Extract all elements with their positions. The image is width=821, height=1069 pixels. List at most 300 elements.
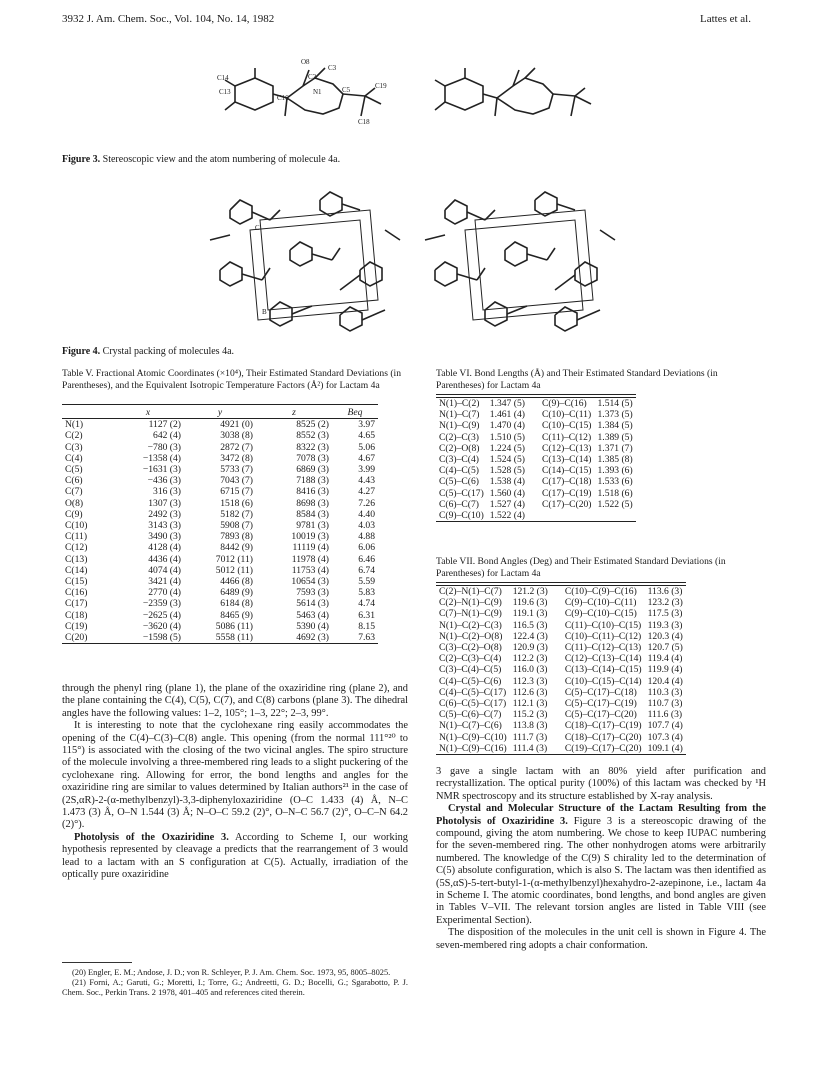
table-cell: C(10)–C(11): [541, 409, 592, 421]
figure-4-caption: [62, 346, 234, 357]
table-cell: C(18)–C(17)–C(19): [564, 720, 642, 732]
table-row: [436, 676, 686, 687]
table-cell: 8416 (3): [296, 486, 329, 498]
table-cell: 5.83: [358, 587, 375, 599]
table-cell: C(11)–C(12)–C(13): [564, 642, 642, 654]
table-cell: 4.40: [358, 508, 375, 520]
paragraph-heading: Crystal and Molecular Structure of the Lactam Resulting from the Photolysis of Oxaziridine 3.: [436, 803, 766, 827]
table-7-caption: Table VII. Bond Angles (Deg) and Their Estimated Standard Deviations (in Parentheses) for Lactam 4a: [436, 556, 726, 579]
table-row: [436, 664, 686, 675]
table-cell: C(3)–C(4)–C(5): [439, 664, 502, 676]
table-cell: C(3): [65, 441, 83, 453]
table-cell: 119.9 (4): [647, 664, 683, 676]
table-cell: C(3)–C(4): [439, 454, 479, 466]
table-row: [436, 398, 636, 410]
table-cell: C(2)–C(3): [439, 431, 479, 443]
table-cell: 2872 (7): [220, 441, 253, 453]
paragraph: [62, 832, 408, 882]
table-cell: C(10)–C(15): [541, 420, 592, 432]
left-column-text: [62, 683, 408, 882]
table-6-caption: Table VI. Bond Lengths (Å) and Their Estimated Standard Deviations (in Parentheses) for Lactam 4a: [436, 368, 718, 391]
table-row: [62, 565, 378, 576]
table-cell: 7593 (3): [296, 587, 329, 599]
table-cell: 4.67: [358, 452, 375, 464]
table-cell: 1.224 (5): [489, 442, 525, 454]
table-cell: C(10)–C(15)–C(14): [564, 675, 642, 687]
table-cell: 1.538 (4): [489, 476, 525, 488]
table-cell: 1.371 (7): [597, 442, 633, 454]
table-cell: 4.03: [358, 520, 375, 532]
table-row: [436, 732, 686, 743]
table-cell: C(17)–C(19): [541, 487, 592, 499]
table-cell: C(17)–C(20): [541, 498, 592, 510]
table-row: [436, 642, 686, 653]
table-cell: 1518 (6): [220, 497, 253, 509]
table-cell: 1127 (2): [148, 419, 181, 431]
table-cell: 121.2 (3): [512, 586, 548, 597]
table-row: [62, 520, 378, 531]
table-cell: C(12)–C(13): [541, 442, 592, 454]
footnotes: [62, 968, 408, 998]
table-cell: C(5)–C(6): [439, 476, 479, 488]
table-row: [62, 475, 378, 486]
table-cell: 7.63: [332, 632, 378, 644]
table-cell: 6.46: [358, 553, 375, 565]
atom-label: C5: [342, 86, 351, 94]
table-5: [62, 404, 378, 644]
table-cell: 6184 (8): [220, 598, 253, 610]
table-cell: 4.27: [358, 486, 375, 498]
figure-3-label: Figure 3.: [62, 154, 101, 165]
table-cell: C(16): [65, 587, 88, 599]
table-row: [436, 631, 686, 642]
table-cell: C(5)–C(6)–C(7): [439, 709, 502, 721]
table-cell: 10654 (3): [291, 576, 329, 588]
table-7: [436, 582, 686, 755]
running-header-right: Lattes et al.: [699, 13, 751, 25]
table-cell: C(12)–C(13)–C(14): [564, 653, 642, 665]
figure-3-caption: [62, 154, 340, 165]
table-cell: 4692 (3): [256, 632, 332, 644]
table-row: [62, 554, 378, 565]
table-cell: 5.59: [358, 576, 375, 588]
table-cell: C(11)–C(10)–C(15): [564, 619, 642, 631]
figure-3-stereo-left: [215, 58, 415, 148]
table-cell: 119.4 (4): [647, 653, 683, 665]
table-cell: C(5)–C(17): [439, 487, 484, 499]
table-cell: 5012 (11): [215, 564, 253, 576]
table-cell: N(1)–C(2)–O(8): [439, 630, 503, 642]
table-cell: 1.514 (5): [597, 398, 633, 409]
table-cell: C(11)–C(12): [541, 431, 592, 443]
table-cell: 6.06: [358, 542, 375, 554]
table-cell: 7012 (11): [215, 553, 253, 565]
table-row: [436, 653, 686, 664]
atom-label: O8: [301, 58, 310, 66]
table-cell: 7078 (3): [296, 452, 329, 464]
table-cell: 1.385 (8): [597, 454, 633, 466]
table-cell: 1.522 (5): [597, 498, 633, 510]
table-cell: 642 (4): [153, 430, 181, 442]
table-cell: 6715 (7): [220, 486, 253, 498]
table-cell: 1.524 (5): [489, 454, 525, 466]
table-cell: C(5)–C(17)–C(19): [564, 698, 637, 710]
table-cell: 4.65: [358, 430, 375, 442]
table-cell: 6.31: [358, 609, 375, 621]
table-cell: 1.393 (6): [597, 465, 633, 477]
table-cell: 120.3 (4): [647, 630, 683, 642]
table-cell: C(4)–C(5): [439, 465, 479, 477]
table-cell: 7.26: [358, 497, 375, 509]
table-row: [436, 465, 636, 476]
table-row: [62, 453, 378, 464]
table-cell: 1.389 (5): [597, 431, 633, 443]
table-cell: C(9)–C(10)–C(15): [564, 608, 637, 620]
cell-axis-label: C: [255, 224, 260, 232]
packing-diagram-right: [415, 180, 625, 340]
table-cell: 1.347 (5): [489, 398, 525, 409]
table-cell: N(1)–C(7): [439, 409, 480, 421]
figure-4-caption-text: Crystal packing of molecules 4a.: [100, 346, 235, 357]
table-row: [62, 610, 378, 621]
table-cell: 11119 (4): [292, 542, 329, 554]
table-cell: C(5)–C(17)–C(18): [564, 686, 637, 698]
table-cell: 4074 (4): [148, 564, 181, 576]
table-row: [62, 486, 378, 497]
table-cell: N(1)–C(7)–C(6): [439, 720, 502, 732]
table-6: [436, 394, 636, 522]
table-cell: N(1)–C(9): [439, 420, 480, 432]
table-cell: N(1)–C(9)–C(16): [436, 743, 510, 755]
footnote-21: (21) Forni, A.; Garuti, G.; Moretti, I.; Torre, G.; Andreetti, G. D.; Bocelli, G.; Sgarabotto, P. J. Chem. Soc., Perkin Trans. 2 1978, 401–405 and references cited therein.: [62, 978, 408, 997]
figure-4-packing-left: [200, 180, 410, 340]
table-row: [436, 432, 636, 443]
column-header: [62, 407, 112, 419]
table-cell: 3472 (8): [220, 452, 253, 464]
table-cell: 120.4 (4): [647, 675, 683, 687]
table-5-caption: Table V. Fractional Atomic Coordinates (×10⁴), Their Estimated Standard Deviations (in Parentheses), and the Equivalent Isotropic Temperature Factors (Å²) for Lactam 4a: [62, 368, 402, 391]
table-row: [62, 531, 378, 542]
figure-4-packing-right: [415, 180, 625, 340]
table-cell: 11978 (4): [291, 553, 329, 565]
table-row: [62, 430, 378, 441]
table-cell: 5558 (11): [184, 632, 256, 644]
table-cell: C(6)–C(5)–C(17): [439, 698, 507, 710]
paragraph: [436, 803, 766, 927]
table-row: [62, 598, 378, 609]
table-7-grid: [436, 582, 686, 755]
table-cell: 3143 (3): [148, 520, 181, 532]
table-cell: 112.1 (3): [512, 698, 548, 710]
table-cell: 5463 (4): [296, 609, 329, 621]
table-row: [62, 542, 378, 553]
table-cell: 1.510 (5): [489, 431, 525, 443]
table-cell: 1.373 (5): [597, 409, 633, 421]
table-cell: 8465 (9): [220, 609, 253, 621]
table-cell: 8322 (3): [296, 441, 329, 453]
table-cell: C(9)–C(16): [541, 398, 587, 409]
table-row: [62, 587, 378, 598]
table-cell: 11753 (4): [291, 564, 329, 576]
table-cell: C(17): [65, 598, 88, 610]
table-row: [436, 687, 686, 698]
table-cell: 316 (3): [153, 486, 181, 498]
table-cell: C(20): [62, 632, 112, 644]
table-row: [62, 498, 378, 509]
table-cell: 5390 (4): [296, 620, 329, 632]
table-cell: 1.518 (6): [597, 487, 633, 499]
table-cell: C(9): [65, 508, 83, 520]
table-cell: 6489 (9): [220, 587, 253, 599]
table-cell: 1.533 (6): [597, 476, 633, 488]
table-cell: 110.3 (3): [647, 686, 683, 698]
table-cell: 119.3 (3): [647, 619, 683, 631]
table-cell: 5182 (7): [220, 508, 253, 520]
table-cell: 123.2 (3): [647, 597, 683, 609]
table-cell: 5908 (7): [220, 520, 253, 532]
table-cell: N(1): [65, 419, 84, 431]
atom-label: C18: [358, 118, 370, 126]
molecule-diagram-left: [215, 58, 415, 148]
table-cell: 115.2 (3): [512, 709, 548, 721]
table-cell: 4.88: [358, 531, 375, 543]
table-cell: C(2)–N(1)–C(7): [439, 586, 502, 597]
atom-label: C2: [308, 73, 317, 81]
table-cell: C(18): [65, 609, 88, 621]
table-cell: 113.8 (3): [512, 720, 548, 732]
table-cell: −1358 (4): [142, 452, 181, 464]
table-cell: C(10): [65, 520, 88, 532]
cell-axis-label: B: [262, 308, 267, 316]
table-cell: 8552 (3): [296, 430, 329, 442]
paragraph: The disposition of the molecules in the unit cell is shown in Figure 4. The seven-membered ring adopts a chair conformation.: [436, 927, 766, 951]
table-cell: C(13)–C(14): [541, 454, 592, 466]
table-cell: 8525 (2): [296, 419, 329, 431]
table-cell: −1598 (5): [112, 632, 184, 644]
atom-label: C14: [217, 74, 229, 82]
table-cell: 120.7 (5): [647, 642, 683, 654]
table-cell: 4921 (0): [220, 419, 253, 431]
table-row: [436, 698, 686, 709]
table-cell: 8442 (9): [220, 542, 253, 554]
figure-3-stereo-right: [425, 58, 625, 148]
table-cell: C(4): [65, 452, 83, 464]
table-cell: C(13)–C(14)–C(15): [564, 664, 642, 676]
column-header: z: [256, 407, 332, 419]
table-cell: [539, 510, 595, 522]
table-row: [62, 464, 378, 475]
table-cell: 1.560 (4): [489, 487, 525, 499]
table-cell: 8.15: [358, 620, 375, 632]
table-6-grid: [436, 394, 636, 522]
table-cell: 8698 (3): [296, 497, 329, 509]
column-header: y: [184, 407, 256, 419]
table-cell: 4436 (4): [148, 553, 181, 565]
table-cell: C(2)–C(3)–C(4): [439, 653, 502, 665]
table-cell: 112.3 (3): [512, 675, 548, 687]
table-cell: C(4)–C(5)–C(6): [439, 675, 502, 687]
table-cell: 1.461 (4): [489, 409, 525, 421]
table-cell: 3490 (3): [148, 531, 181, 543]
table-5-grid: [62, 404, 378, 644]
table-cell: C(9)–C(10): [436, 510, 487, 522]
table-cell: N(1)–C(2)–C(3): [439, 619, 502, 631]
table-cell: C(10)–C(11)–C(12): [564, 630, 642, 642]
table-row: [62, 442, 378, 453]
table-cell: C(17)–C(18): [541, 476, 592, 488]
table-row: [436, 608, 686, 619]
table-row: [62, 621, 378, 632]
right-column-text: [436, 766, 766, 952]
table-row: [436, 443, 636, 454]
table-row: [62, 576, 378, 587]
table-cell: 107.3 (4): [647, 731, 683, 743]
table-cell: C(14)–C(15): [541, 465, 592, 477]
table-cell: −1631 (3): [142, 464, 181, 476]
table-cell: C(2)–O(8): [439, 442, 480, 454]
table-cell: −2359 (3): [142, 598, 181, 610]
table-cell: C(12): [65, 542, 88, 554]
paragraph: through the phenyl ring (plane 1), the plane of the oxaziridine ring (plane 2), and the plane containing the C(4), C(5), C(7), and C(8) carbons (plane 3). The dihedral angles have the following values: 1–2, 105°; 1–3, 22°; 2–3, 99°.: [62, 683, 408, 719]
table-cell: C(2)–N(1)–C(9): [439, 597, 502, 609]
column-header: Beq: [332, 407, 378, 419]
table-cell: C(4)–C(5)–C(17): [439, 686, 507, 698]
table-row: [436, 720, 686, 731]
table-cell: 116.5 (3): [512, 619, 548, 631]
table-cell: 4.43: [358, 475, 375, 487]
table-cell: C(2): [65, 430, 83, 442]
table-cell: 113.6 (3): [647, 586, 683, 597]
table-row: [436, 454, 636, 465]
table-cell: C(5)–C(17)–C(20): [564, 709, 637, 721]
table-cell: C(15): [65, 576, 88, 588]
footnote-20: (20) Engler, E. M.; Andose, J. D.; von R. Schleyer, P. J. Am. Chem. Soc. 1973, 95, 8005–8025.: [72, 968, 391, 977]
table-cell: C(19)–C(17)–C(20): [562, 743, 645, 755]
table-cell: 3038 (8): [220, 430, 253, 442]
table-cell: C(18)–C(17)–C(20): [564, 731, 642, 743]
atom-label: N1: [313, 88, 322, 96]
table-cell: C(14): [65, 564, 88, 576]
table-cell: 109.1 (4): [645, 743, 686, 755]
table-row: [436, 510, 636, 522]
table-cell: C(3)–C(2)–O(8): [439, 642, 502, 654]
table-cell: C(13): [65, 553, 88, 565]
table-row: [436, 488, 636, 499]
paragraph-heading: Photolysis of the Oxaziridine 3.: [74, 831, 229, 843]
table-cell: 8584 (3): [296, 508, 329, 520]
table-cell: 6869 (3): [296, 464, 329, 476]
table-cell: 110.7 (3): [647, 698, 683, 710]
atom-label: C16: [277, 94, 289, 102]
table-cell: 112.2 (3): [512, 653, 548, 665]
molecule-diagram-right: [425, 58, 625, 148]
table-cell: −3620 (4): [142, 620, 181, 632]
table-row: [62, 632, 378, 644]
table-cell: 1.527 (4): [489, 498, 525, 510]
table-cell: 4466 (8): [220, 576, 253, 588]
table-cell: −2625 (4): [142, 609, 181, 621]
table-cell: 117.5 (3): [647, 608, 683, 620]
table-cell: 7043 (7): [220, 475, 253, 487]
table-row: [436, 709, 686, 720]
table-cell: 1.522 (4): [487, 510, 539, 522]
table-cell: 4128 (4): [148, 542, 181, 554]
table-cell: C(7): [65, 486, 83, 498]
table-row: [436, 420, 636, 431]
figure-4-label: Figure 4.: [62, 346, 101, 357]
footnote-rule: [62, 962, 132, 963]
table-cell: 116.0 (3): [512, 664, 548, 676]
paragraph: 3 gave a single lactam with an 80% yield after purification and recrystallization. The optical purity (100%) of this lactam was checked by ¹H NMR spectroscopy and its structure established by X-ray analysis.: [436, 766, 766, 802]
table-cell: 7893 (8): [220, 531, 253, 543]
table-cell: 111.6 (3): [647, 709, 683, 721]
table-cell: 111.4 (3): [510, 743, 562, 755]
table-row: [62, 419, 378, 431]
table-cell: N(1)–C(2): [439, 398, 480, 409]
table-cell: 3.97: [358, 419, 375, 431]
table-row: [436, 597, 686, 608]
table-cell: C(5): [65, 464, 83, 476]
table-cell: 1.384 (5): [597, 420, 633, 432]
table-row: [62, 509, 378, 520]
table-cell: 2492 (3): [148, 508, 181, 520]
table-cell: 2770 (4): [148, 587, 181, 599]
table-cell: 4.74: [358, 598, 375, 610]
table-cell: 3421 (4): [148, 576, 181, 588]
atom-label: C13: [219, 88, 231, 96]
table-cell: C(6): [65, 475, 83, 487]
table-row: [436, 476, 636, 487]
table-cell: 7188 (3): [296, 475, 329, 487]
table-cell: C(7)–N(1)–C(9): [439, 608, 502, 620]
table-cell: 111.7 (3): [512, 731, 548, 743]
table-cell: 3.99: [358, 464, 375, 476]
table-cell: 9781 (3): [296, 520, 329, 532]
table-cell: 5086 (11): [215, 620, 253, 632]
table-cell: 5733 (7): [220, 464, 253, 476]
paragraph-body: According to Scheme I, our working hypothesis represented by cleavage a predicts that the rearrangement of 3 would lead to a lactam with an S configuration at C(5). Actually, irradiation of the optically pure oxaziridine: [62, 831, 408, 881]
table-row: [436, 586, 686, 598]
packing-diagram-left: [200, 180, 410, 340]
table-cell: 119.6 (3): [512, 597, 548, 609]
table-cell: 1.470 (4): [489, 420, 525, 432]
table-cell: C(11): [65, 531, 88, 543]
table-cell: 122.4 (3): [512, 630, 548, 642]
paragraph: It is interesting to note that the cyclohexane ring easily accommodates the opening of the C(4)–C(3)–C(8) angle. This opening (from the normal 111°²⁰ to 115°) is associated with the closing of the two vicinal angles. The spiro structure of the molecule involving a three-membered ring leads to a slight puckering of the cyclohexane ring. Allowing for error, the bond lengths and angles for the oxaziridine ring are similar to values determined by Italian authors²¹ in the case of (2S,αR)-2-(α-methylbenzyl)-3,3-diphenyloxaziridine (O–C 1.433 (4) Å, N–C 1.473 (3) Å, O–N 1.544 (3) Å; N–O–C 59.2 (2)°, O–N–C 56.7 (2)°, O–C–N 64.2 (2)°).: [62, 720, 408, 831]
table-cell: 5.06: [358, 441, 375, 453]
table-cell: 6.74: [358, 564, 375, 576]
table-cell: N(1)–C(9)–C(10): [439, 731, 507, 743]
table-cell: 119.1 (3): [512, 608, 548, 620]
table-row: [436, 743, 686, 755]
paragraph-body: Figure 3 is a stereoscopic drawing of the compound, giving the atom numbering. We chose to keep IUPAC numbering for the seven-membered ring. The other nonhydrogen atoms were arbitrarily numbered. The knowledge of the C(9) S chirality led to the determination of C(5) absolute configuration, which is also S. The lactam was then identified as (5S,αS)-5-tert-butyl-1-(α-methylbenzyl)hexahydro-2-azepinone, i.e., lactam 4a in Scheme I. The atomic coordinates, bond lengths, and bond angles are given in Tables V–VII. The relevant torsion angles are listed in Table VIII (see Experimental Section).: [436, 815, 766, 926]
table-cell: 107.7 (4): [647, 720, 683, 732]
table-cell: C(9)–C(10)–C(11): [564, 597, 637, 609]
table-cell: 1.528 (5): [489, 465, 525, 477]
column-header: x: [112, 407, 184, 419]
table-cell: −780 (3): [147, 441, 181, 453]
table-cell: C(10)–C(9)–C(16): [564, 586, 637, 597]
figure-3-caption-text: Stereoscopic view and the atom numbering of molecule 4a.: [100, 154, 341, 165]
atom-label: C19: [375, 82, 387, 90]
table-cell: 120.9 (3): [512, 642, 548, 654]
table-cell: 1307 (3): [148, 497, 181, 509]
table-cell: 10019 (3): [291, 531, 329, 543]
table-cell: [595, 510, 636, 522]
running-header-left: 3932 J. Am. Chem. Soc., Vol. 104, No. 14, 1982: [62, 13, 275, 25]
table-cell: C(19): [65, 620, 88, 632]
table-cell: O(8): [65, 497, 84, 509]
